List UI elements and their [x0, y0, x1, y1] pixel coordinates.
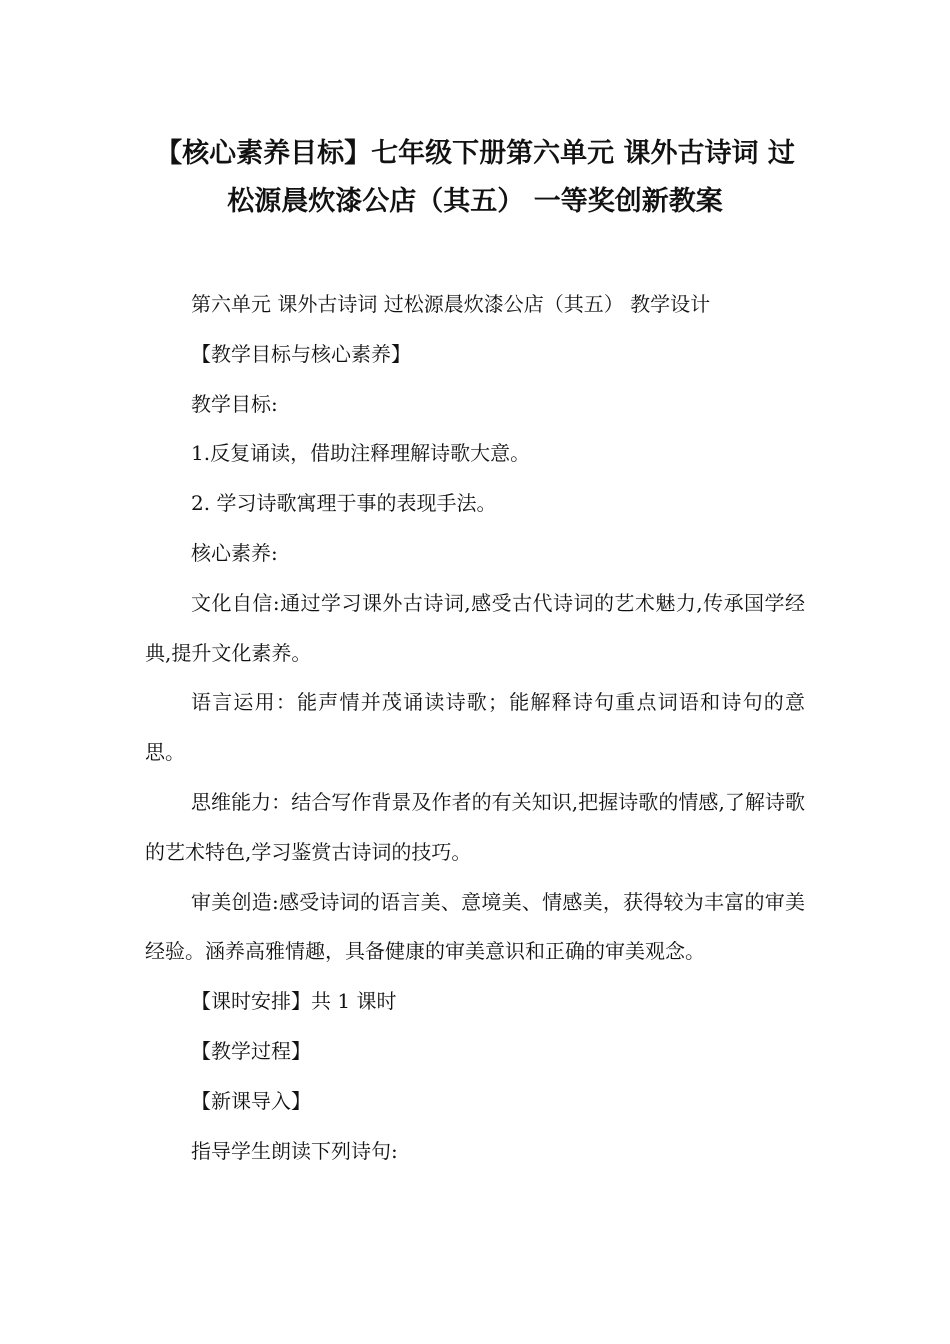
section-heading-schedule: 【课时安排】共 1 课时: [191, 989, 397, 1014]
instruction-text: 指导学生朗读下列诗句:: [191, 1138, 398, 1163]
literacy-cultural-confidence: 文化自信:通过学习课外古诗词,感受古代诗词的艺术魅力,传承国学经典,提升文化素养。: [145, 590, 805, 665]
document-body: [145, 280, 805, 1176]
subheading-teaching-goals: 教学目标:: [191, 391, 278, 416]
unit-heading: 第六单元 课外古诗词 过松源晨炊漆公店（其五） 教学设计: [191, 292, 711, 316]
literacy-language-use: 语言运用：能声情并茂诵读诗歌；能解释诗句重点词语和诗句的意思。: [145, 690, 805, 765]
section-heading-intro: 【新课导入】: [191, 1088, 311, 1113]
section-heading-goals: 【教学目标与核心素养】: [191, 341, 411, 366]
goal-item-2: 2. 学习诗歌寓理于事的表现手法。: [191, 491, 497, 516]
literacy-thinking-ability: 思维能力：结合写作背景及作者的有关知识,把握诗歌的情感,了解诗歌的艺术特色,学习鉴赏古诗词的技巧。: [145, 789, 805, 864]
subheading-core-literacy: 核心素养:: [191, 540, 278, 565]
document-title-line-1: 【核心素养目标】七年级下册第六单元 课外古诗词 过: [155, 138, 795, 169]
literacy-aesthetic-creation: 审美创造:感受诗词的语言美、意境美、情感美，获得较为丰富的审美经验。涵养高雅情趣，具备健康的审美意识和正确的审美观念。: [145, 889, 805, 964]
goal-item-1: 1.反复诵读，借助注释理解诗歌大意。: [191, 441, 531, 466]
document-title-line-2: 松源晨炊漆公店（其五） 一等奖创新教案: [227, 186, 723, 217]
section-heading-process: 【教学过程】: [191, 1038, 311, 1063]
